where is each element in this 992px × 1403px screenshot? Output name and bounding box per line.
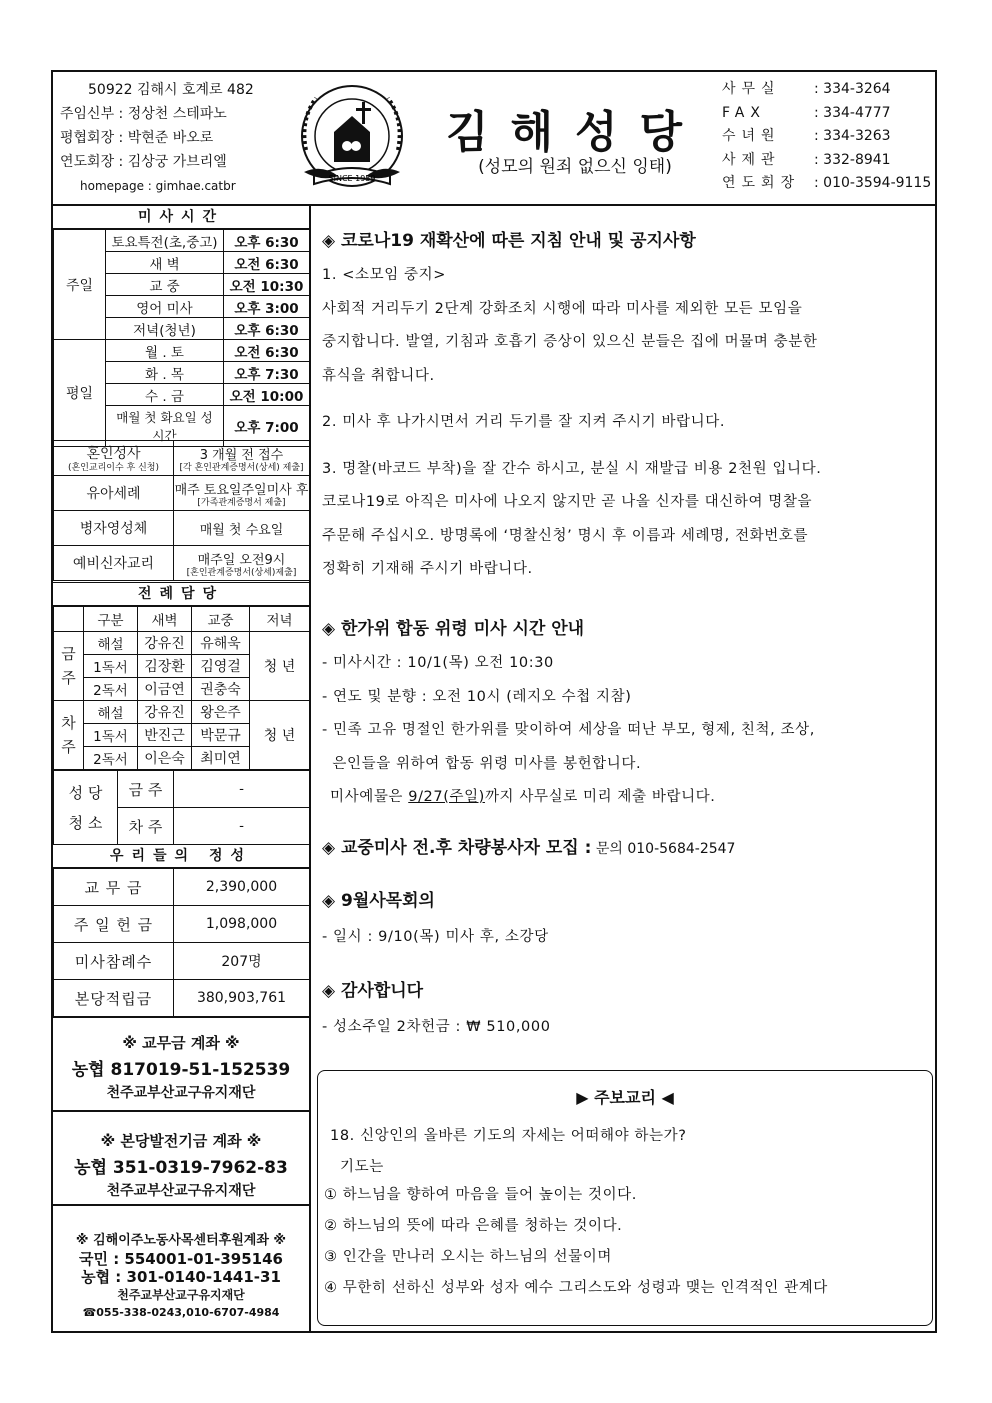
- offer-post: 까지 사무실로 미리 제출 바랍니다.: [484, 789, 716, 805]
- mass-row: [54, 230, 310, 252]
- council-head: 평협회장 : 박현준 바오로: [60, 130, 214, 146]
- sacrament-value-text: 매주 토요일주일미사 후: [174, 482, 309, 498]
- mass-time: 오후 7:30: [224, 362, 310, 384]
- sacrament-row: [54, 441, 310, 476]
- sacrament-name: [54, 476, 174, 511]
- offer-date: 9/27(주일): [408, 789, 485, 805]
- liturgy-row: [54, 701, 310, 724]
- liturgy-header: 저녁: [250, 607, 310, 632]
- offering-name: 주 일 헌 금: [54, 906, 174, 943]
- sacrament-value: [174, 511, 310, 546]
- address: 50922 김해시 호계로 482: [88, 82, 254, 98]
- covid-line: 2. 미사 후 나가시면서 거리 두기를 잘 지켜 주시기 바랍니다.: [322, 414, 726, 430]
- covid-line: 사회적 거리두기 2단계 강화조치 시행에 따라 미사를 제외한 모든 모임을: [322, 300, 803, 317]
- liturgy-dawn: 이은숙: [138, 747, 192, 770]
- mass-name: 매월 첫 화요일 성시간: [106, 406, 224, 447]
- account-1-title: ※ 교무금 계좌 ※: [122, 1034, 240, 1052]
- offering-section: [53, 845, 309, 1017]
- hangawi-offer: [322, 781, 927, 815]
- mass-name: 수 . 금: [106, 384, 224, 406]
- offering-name: 교 무 금: [54, 869, 174, 906]
- contact-value: : 334-3263: [814, 128, 891, 144]
- offering-row: [54, 869, 310, 906]
- liturgy-week-label: [54, 701, 84, 770]
- cleaning-table: [53, 770, 310, 845]
- driver-notice: [322, 833, 927, 858]
- sacrament-row: [54, 511, 310, 546]
- contact-value: : 334-3264: [814, 81, 891, 97]
- liturgy-dawn: 강유진: [138, 701, 192, 724]
- liturgy-evening: 청 년: [250, 701, 310, 770]
- seal-since: SINCE 1959: [328, 174, 376, 183]
- pastor: 주임신부 : 정상천 스테파노: [60, 106, 227, 122]
- mass-time: 오후 7:00: [224, 406, 310, 447]
- contact-value: : 332-8941: [814, 151, 891, 168]
- liturgy-role: 1독서: [84, 724, 138, 747]
- catechism-title: ▶ 주보교리 ◀: [576, 1088, 674, 1107]
- account-1: [53, 1016, 309, 1110]
- sacrament-row: [54, 546, 310, 581]
- covid-title: ◈ 코로나19 재확산에 따른 지침 안내 및 공지사항: [322, 231, 696, 251]
- catechism-item: ③ 인간을 만나러 오시는 하느님의 선물이며: [324, 1249, 612, 1265]
- liturgy-dawn: 김장환: [138, 655, 192, 678]
- driver-title-text: ◈ 교중미사 전.후 차량봉사자 모집 :: [322, 838, 592, 858]
- catechism-item: ④ 무한히 선하신 성부와 성자 예수 그리스도와 성령과 맺는 인격적인 관계다: [324, 1280, 828, 1296]
- mass-schedule: [53, 206, 309, 447]
- liturgy-main: 박문규: [192, 724, 250, 747]
- sacrament-value-text: 매주일 오전9시: [197, 552, 286, 568]
- driver-title: [322, 833, 927, 858]
- contacts: [722, 78, 931, 196]
- liturgy-week-label: [54, 632, 84, 701]
- offering-value: 2,390,000: [174, 869, 310, 906]
- mass-group-label: 주일: [54, 230, 106, 340]
- cleaning-value: -: [174, 771, 310, 808]
- liturgy-row: [54, 632, 310, 655]
- sacrament-name-text: 혼인성사: [86, 446, 141, 462]
- catechism-item: ① 하느님을 향하여 마음을 들어 높이는 것이다.: [324, 1187, 637, 1203]
- liturgy-role: 해설: [84, 632, 138, 655]
- contact-row: [722, 78, 931, 102]
- account-2-title: ※ 본당발전기금 계좌 ※: [100, 1132, 262, 1150]
- covid-line: 코로나19로 아직은 미사에 나오지 않지만 곧 나올 신자를 대신하여 명찰을: [322, 494, 813, 510]
- contact-row: [722, 149, 931, 173]
- mass-time: 오전 6:30: [224, 340, 310, 362]
- hangawi-line: - 연도 및 분향 : 오전 10시 (레지오 수첩 지참): [322, 688, 632, 705]
- mass-name: 저녁(청년): [106, 318, 224, 340]
- offering-row: [54, 906, 310, 943]
- liturgy-main: 왕은주: [192, 701, 250, 724]
- account-2: [53, 1110, 309, 1204]
- liturgy-evening: 청 년: [250, 632, 310, 701]
- migrant-holder: 천주교부산교구유지재단: [117, 1288, 245, 1302]
- account-1-number: 농협 817019-51-152539: [71, 1060, 291, 1080]
- account-2-number: 농협 351-0319-7962-83: [74, 1158, 288, 1178]
- liturgy-table: [53, 606, 310, 770]
- sacrament-value: [174, 476, 310, 511]
- covid-line: 중지합니다. 발열, 기침과 호흡기 증상이 있으신 분들은 집에 머물며 충분한: [322, 334, 818, 350]
- covid-line: 휴식을 취합니다.: [322, 367, 435, 384]
- liturgy-week-text: 금주: [61, 645, 76, 687]
- hangawi-line: - 민족 고유 명절인 한가위를 맞이하여 세상을 떠난 부모, 형제, 친척, 조상,: [322, 722, 815, 738]
- mass-time: 오전 6:30: [224, 252, 310, 274]
- sacrament-name-text: 예비신자교리: [72, 556, 155, 572]
- mass-time: 오전 10:30: [224, 274, 310, 296]
- covid-line: 3. 명찰(바코드 부착)을 잘 간수 하시고, 분실 시 재발급 비용 2천원 입니다.: [322, 460, 822, 477]
- sacrament-name: [54, 441, 174, 476]
- cleaning-section: [53, 770, 309, 845]
- cleaning-label: [54, 771, 118, 845]
- liturgy-dawn: 이금연: [138, 678, 192, 701]
- catechism-item: ② 하느님의 뜻에 따라 은혜를 청하는 것이다.: [324, 1218, 623, 1234]
- mass-name: 토요특전(초,중고): [106, 230, 224, 252]
- sacrament-name-note: (혼인교리이수 후 신청): [68, 463, 159, 473]
- sacraments-table: [53, 440, 310, 581]
- contact-value: : 334-4777: [814, 104, 891, 121]
- offer-pre: 미사예물은: [330, 789, 409, 805]
- catechism-intro: 기도는: [340, 1159, 384, 1175]
- migrant-phone: ☎055-338-0243,010-6707-4984: [82, 1306, 280, 1319]
- cleaning-value: -: [174, 808, 310, 845]
- mass-row: [54, 340, 310, 362]
- council-title: ◈ 9월사목회의: [322, 891, 435, 911]
- cleaning-week: 차 주: [118, 808, 174, 845]
- catechism-box: [317, 1070, 933, 1326]
- offering-title: 우리들의 정성: [53, 845, 309, 868]
- parish-seal-icon: [292, 80, 412, 200]
- catechism-question: 18. 신앙인의 올바른 기도의 자세는 어떠해야 하는가?: [330, 1128, 687, 1144]
- mass-name: 화 . 목: [106, 362, 224, 384]
- mass-time: 오전 10:00: [224, 384, 310, 406]
- sacrament-name-text: 유아세례: [86, 486, 141, 502]
- mass-name: 새 벽: [106, 252, 224, 274]
- hangawi-line: - 미사시간 : 10/1(목) 오전 10:30: [322, 655, 554, 671]
- contact-key: 수녀원: [722, 128, 781, 144]
- page-subtitle: (성모의 원죄 없으신 잉태): [478, 157, 672, 177]
- mass-name: 영어 미사: [106, 296, 224, 318]
- offering-row: [54, 943, 310, 980]
- driver-contact: 문의 010-5684-2547: [591, 841, 736, 857]
- migrant-title: ※ 김해이주노동사목센터후원계좌 ※: [75, 1233, 287, 1248]
- covid-line: 정확히 기재해 주시기 바랍니다.: [322, 561, 533, 577]
- liturgy-role: 해설: [84, 701, 138, 724]
- sacrament-value-text: 매월 첫 수요일: [199, 522, 284, 538]
- contact-row: [722, 172, 931, 196]
- liturgy-corner: [54, 607, 84, 632]
- liturgy-header: 새벽: [138, 607, 192, 632]
- thanks-line: - 성소주일 2차헌금 : ₩ 510,000: [322, 1019, 551, 1035]
- mass-time: 오후 6:30: [224, 230, 310, 252]
- sacrament-name: [54, 546, 174, 581]
- mass-table: [53, 229, 310, 447]
- account-2-holder: 천주교부산교구유지재단: [106, 1183, 256, 1199]
- liturgy-header: 구분: [84, 607, 138, 632]
- liturgy-main: 최미연: [192, 747, 250, 770]
- liturgy-role: 2독서: [84, 678, 138, 701]
- homepage: homepage : gimhae.catbr: [80, 179, 236, 193]
- council-notice: [322, 886, 927, 946]
- offering-name: 본당적립금: [54, 980, 174, 1017]
- liturgy-role: 1독서: [84, 655, 138, 678]
- page-title: 김해성당: [445, 107, 704, 158]
- mass-title: 미사시간: [53, 206, 309, 229]
- thanks-title: ◈ 감사합니다: [322, 981, 424, 1001]
- liturgy-dawn: 반진근: [138, 724, 192, 747]
- covid-line: 1. <소모임 중지>: [322, 267, 446, 283]
- cleaning-week: 금 주: [118, 771, 174, 808]
- cleaning-label-top: 성 당: [68, 783, 103, 802]
- contact-key: FAX: [722, 104, 766, 121]
- offering-value: 1,098,000: [174, 906, 310, 943]
- contact-key: 연도회장: [722, 175, 801, 191]
- liturgy-main: 김영걸: [192, 655, 250, 678]
- sacrament-value-note: [각 혼인관계증명서(상세) 제출]: [179, 462, 304, 473]
- liturgy-main: 유해욱: [192, 632, 250, 655]
- council-line: - 일시 : 9/10(목) 미사 후, 소강당: [322, 929, 549, 945]
- header-info: [60, 78, 254, 198]
- account-1-holder: 천주교부산교구유지재단: [106, 1085, 256, 1101]
- contact-value: : 010-3594-9115: [814, 175, 932, 191]
- cleaning-label-bottom: 청 소: [68, 813, 103, 832]
- yeondo-head: 연도회장 : 김상궁 가브리엘: [60, 154, 227, 170]
- liturgy-header: 교중: [192, 607, 250, 632]
- migrant-line2: 농협 : 301-0140-1441-31: [81, 1268, 281, 1286]
- contact-key: 사무실: [722, 81, 781, 97]
- offering-name: 미사참례수: [54, 943, 174, 980]
- liturgy-section: [53, 582, 309, 770]
- offering-table: [53, 868, 310, 1017]
- liturgy-title: 전례담당: [53, 582, 309, 606]
- offering-value: 380,903,761: [174, 980, 310, 1017]
- migrant-account: [53, 1204, 309, 1331]
- covid-notice: [322, 226, 927, 587]
- hangawi-notice: [322, 614, 927, 815]
- liturgy-main: 권충숙: [192, 678, 250, 701]
- mass-time: 오후 3:00: [224, 296, 310, 318]
- liturgy-role: 2독서: [84, 747, 138, 770]
- liturgy-header-row: [54, 607, 310, 632]
- covid-line: 주문해 주십시오. 방명록에 ‘명찰신청’ 명시 후 이름과 세례명, 전화번호를: [322, 527, 809, 544]
- sacrament-value-text: 3 개월 전 접수: [199, 447, 284, 463]
- mass-group-label: 평일: [54, 340, 106, 447]
- sacrament-value-note: [혼인관계증명서(상세)제출]: [186, 567, 297, 578]
- sacraments: [53, 440, 309, 581]
- sacrament-value: [174, 441, 310, 476]
- sacrament-value-note: [가족관계증명서 제출]: [197, 497, 286, 508]
- hangawi-title: ◈ 한가위 합동 위령 미사 시간 안내: [322, 619, 585, 639]
- contact-row: [722, 102, 931, 126]
- cleaning-row: [54, 771, 310, 808]
- mass-name: 월 . 토: [106, 340, 224, 362]
- mass-name: 교 중: [106, 274, 224, 296]
- offering-row: [54, 980, 310, 1017]
- migrant-line1: 국민 : 554001-01-395146: [79, 1250, 283, 1268]
- sacrament-name: [54, 511, 174, 546]
- thanks-notice: [322, 976, 927, 1036]
- liturgy-dawn: 강유진: [138, 632, 192, 655]
- offering-value: 207명: [174, 943, 310, 980]
- hangawi-line: 은인들을 위하여 합동 위령 미사를 봉헌합니다.: [322, 755, 642, 772]
- mass-time: 오후 6:30: [224, 318, 310, 340]
- sacrament-name-text: 병자영성체: [79, 521, 148, 537]
- liturgy-week-text: 차주: [61, 714, 76, 756]
- contact-row: [722, 125, 931, 149]
- contact-key: 사제관: [722, 151, 781, 168]
- sacrament-row: [54, 476, 310, 511]
- sacrament-value: [174, 546, 310, 581]
